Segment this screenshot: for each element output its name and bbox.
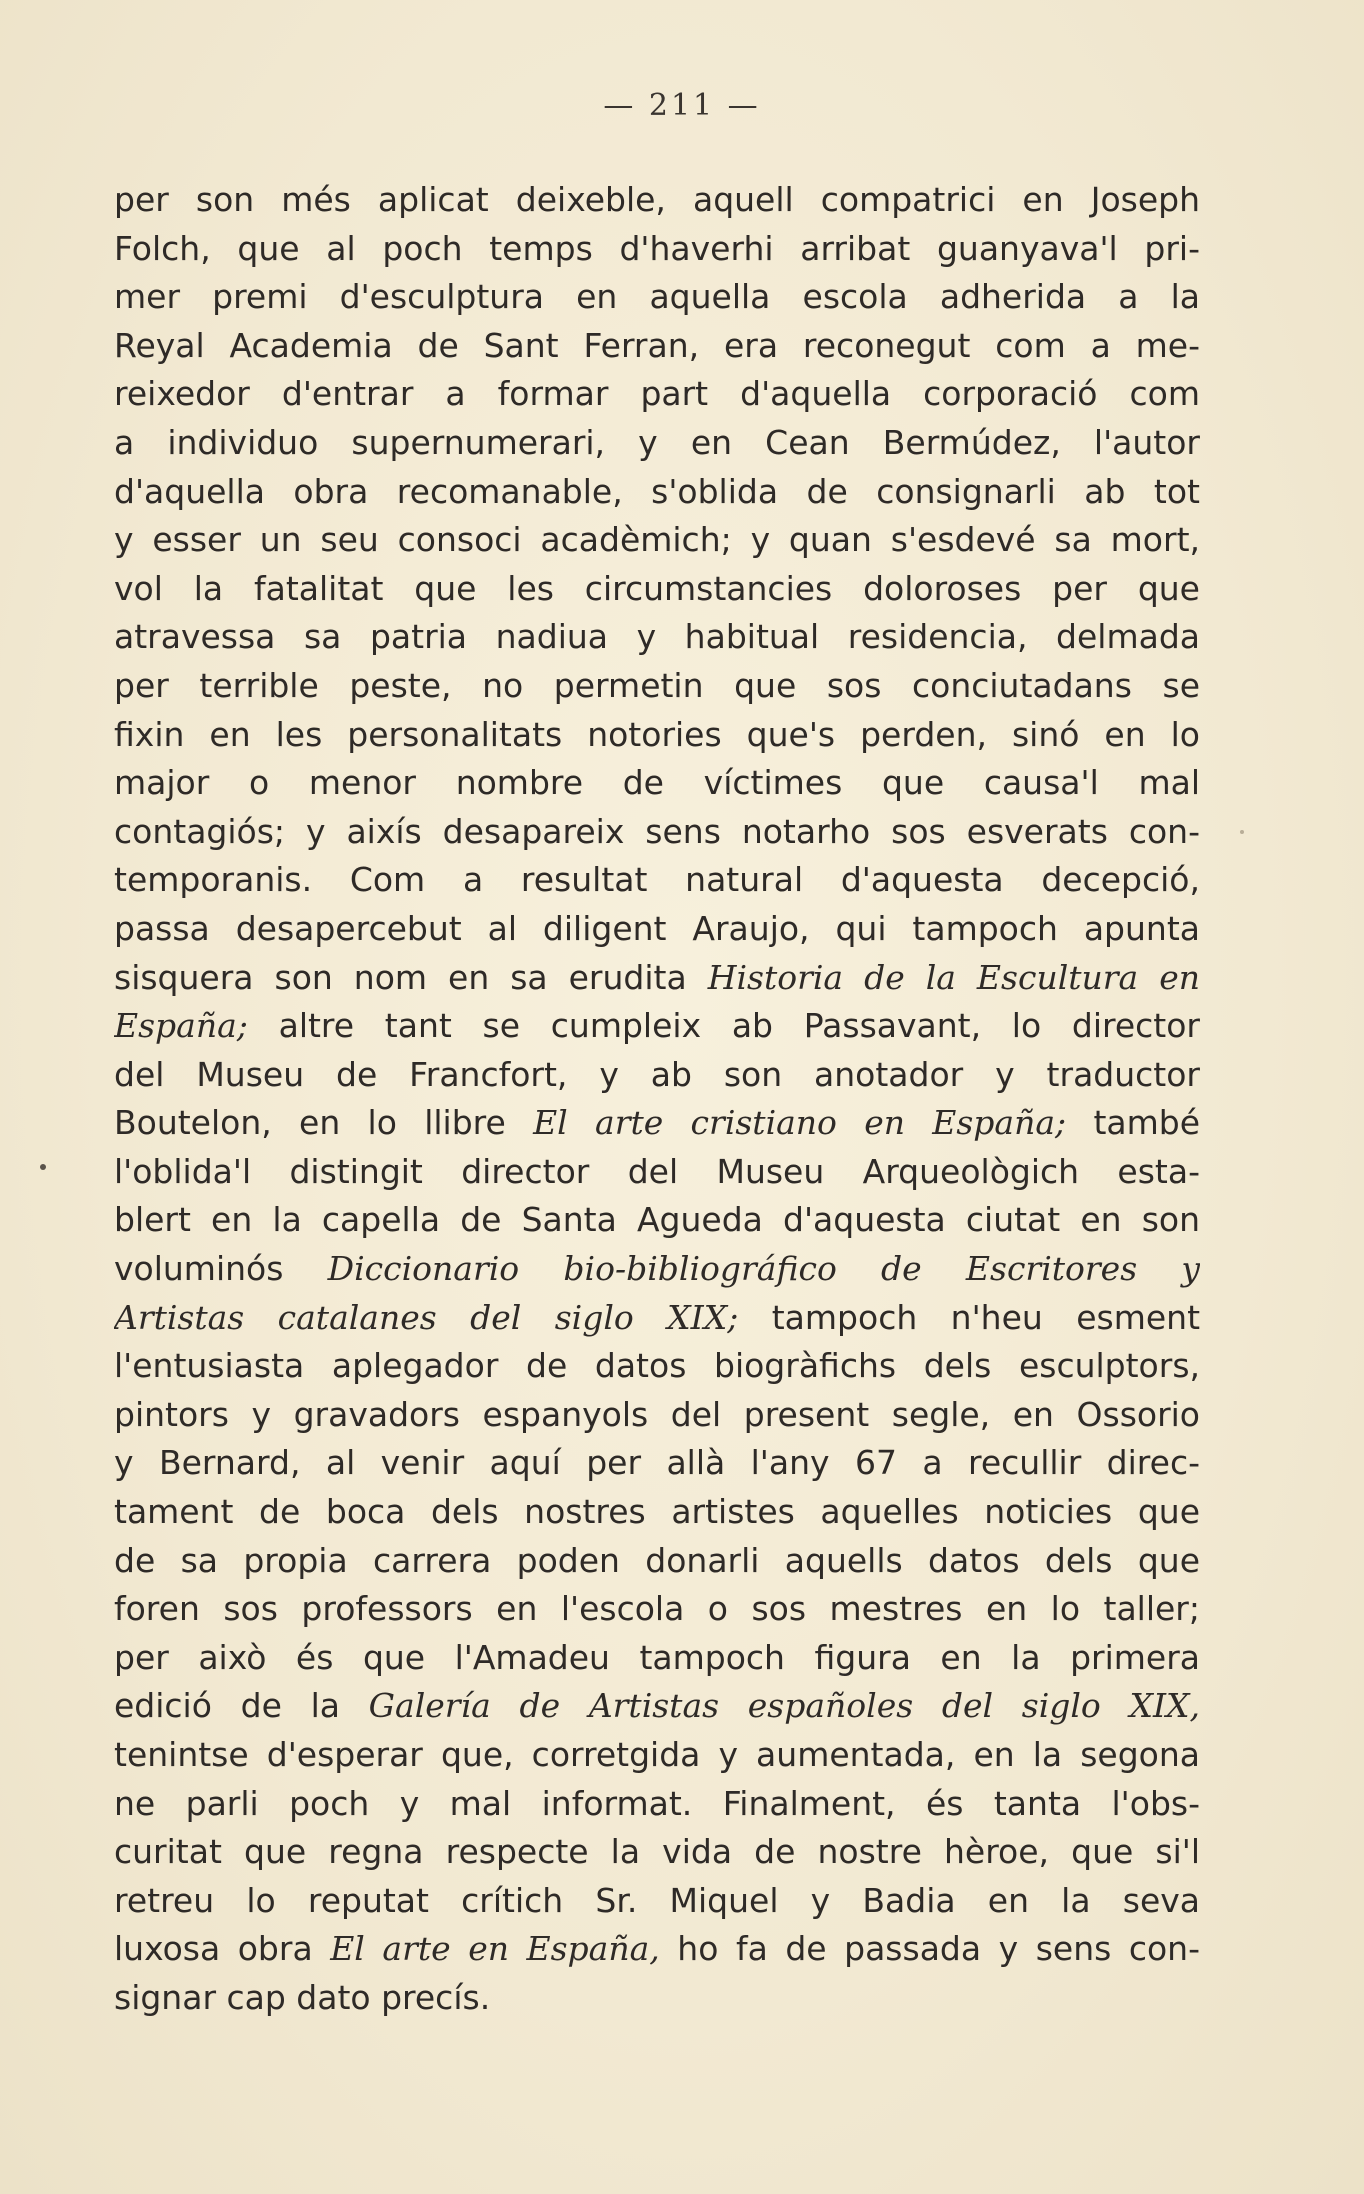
text-segment: del Museu de Francfort, y ab son anotador y traductor: [114, 1054, 1200, 1094]
text-line: [114, 176, 1200, 225]
text-segment: signar cap dato precís.: [114, 1977, 491, 2017]
text-line: [114, 1780, 1200, 1829]
text-line: [114, 1342, 1200, 1391]
text-segment: pintors y gravadors espanyols del present segle, en Ossorio: [114, 1394, 1200, 1434]
body-paragraph: [114, 176, 1200, 2023]
text-segment: blert en la capella de Santa Agueda d'aquesta ciutat en son: [114, 1200, 1200, 1240]
text-line: [114, 1877, 1200, 1926]
text-segment: voluminós: [114, 1249, 328, 1289]
text-segment: retreu lo reputat crítich Sr. Miquel y Badia en la seva: [114, 1880, 1200, 1920]
text-segment: edició de la: [114, 1686, 369, 1726]
text-line: [114, 322, 1200, 371]
text-line: [114, 954, 1200, 1003]
text-line: [114, 516, 1200, 565]
text-line: [114, 1682, 1200, 1731]
text-segment: mer premi d'esculptura en aquella escola adherida a la: [114, 277, 1200, 317]
text-line: [114, 565, 1200, 614]
text-line: [114, 370, 1200, 419]
text-segment: foren sos professors en l'escola o sos mestres en lo taller;: [114, 1589, 1200, 1629]
text-segment: ho fa de passada y sens con-: [659, 1929, 1200, 1969]
text-segment: per son més aplicat deixeble, aquell compatrici en Joseph: [114, 180, 1200, 219]
text-line: [114, 1002, 1200, 1051]
page-number: — 211 —: [603, 88, 761, 123]
text-line: [114, 1828, 1200, 1877]
text-segment: Reyal Academia de Sant Ferran, era reconegut com a me-: [114, 325, 1200, 365]
text-segment: y Bernard, al venir aquí per allà l'any 67 a recullir direc-: [114, 1443, 1200, 1483]
text-line: [114, 808, 1200, 857]
italic-title: Diccionario bio-bibliográfico de Escritores y: [327, 1249, 1200, 1289]
text-segment: tenintse d'esperar que, corretgida y aumentada, en la segona: [114, 1735, 1200, 1774]
text-line: [114, 1585, 1200, 1634]
italic-title: Artistas catalanes del siglo XIX;: [114, 1297, 739, 1337]
text-line: [114, 662, 1200, 711]
text-segment: per això és que l'Amadeu tampoch figura en la primera: [114, 1637, 1200, 1677]
text-line: [114, 1488, 1200, 1537]
text-segment: per terrible peste, no permetin que sos conciutadans se: [114, 665, 1200, 705]
text-line: [114, 1148, 1200, 1197]
text-line: [114, 1196, 1200, 1245]
italic-title: España;: [114, 1006, 248, 1046]
text-line: [114, 225, 1200, 274]
text-segment: altre tant se cumpleix ab Passavant, lo director: [247, 1006, 1200, 1046]
text-segment: tampoch n'heu esment: [738, 1297, 1200, 1337]
text-segment: Folch, que al poch temps d'haverhi arribat guanyava'l pri-: [114, 228, 1200, 268]
text-segment: y esser un seu consoci acadèmich; y quan s'esdevé sa mort,: [114, 520, 1200, 560]
text-line: [114, 613, 1200, 662]
text-line: [114, 1245, 1200, 1294]
text-segment: passa desapercebut al diligent Araujo, qui tampoch apunta: [114, 908, 1200, 948]
text-segment: curitat que regna respecte la vida de nostre hèroe, que si'l: [114, 1832, 1200, 1872]
text-line: [114, 1974, 1200, 2023]
text-line: [114, 273, 1200, 322]
text-segment: d'aquella obra recomanable, s'oblida de consignarli ab tot: [114, 471, 1200, 511]
italic-title: El arte cristiano en España;: [533, 1103, 1067, 1143]
text-segment: tament de boca dels nostres artistes aquelles noticies que: [114, 1492, 1200, 1532]
text-segment: sisquera son nom en sa erudita: [114, 957, 708, 997]
text-segment: contagiós; y aixís desapareix sens notarho sos esverats con-: [114, 811, 1200, 851]
text-segment: ne parli poch y mal informat. Finalment, és tanta l'obs-: [114, 1783, 1200, 1823]
italic-title: El arte en España,: [330, 1929, 660, 1969]
text-line: [114, 1099, 1200, 1148]
text-line: [114, 1051, 1200, 1100]
text-segment: a individuo supernumerari, y en Cean Bermúdez, l'autor: [114, 422, 1200, 462]
text-line: [114, 468, 1200, 517]
text-segment: Boutelon, en lo llibre: [114, 1103, 534, 1143]
text-line: [114, 1634, 1200, 1683]
text-line: [114, 1294, 1200, 1343]
text-line: [114, 419, 1200, 468]
text-segment: també: [1066, 1103, 1200, 1143]
text-line: [114, 1391, 1200, 1440]
text-segment: temporanis. Com a resultat natural d'aquesta decepció,: [114, 860, 1200, 900]
text-segment: fixin en les personalitats notories que's perden, sinó en lo: [114, 714, 1200, 754]
text-line: [114, 1537, 1200, 1586]
text-segment: luxosa obra: [114, 1929, 331, 1969]
text-segment: major o menor nombre de víctimes que causa'l mal: [114, 763, 1200, 803]
text-line: [114, 856, 1200, 905]
italic-title: Historia de la Escultura en: [707, 957, 1200, 997]
margin-speck: [40, 1164, 46, 1170]
italic-title: Galería de Artistas españoles del siglo XIX,: [368, 1686, 1200, 1726]
text-segment: reixedor d'entrar a formar part d'aquella corporació com: [114, 374, 1200, 414]
text-line: [114, 905, 1200, 954]
margin-speck: [1240, 830, 1244, 834]
text-segment: de sa propia carrera poden donarli aquells datos dels que: [114, 1540, 1200, 1580]
text-line: [114, 759, 1200, 808]
text-line: [114, 1925, 1200, 1974]
text-segment: atravessa sa patria nadiua y habitual residencia, delmada: [114, 617, 1200, 657]
text-line: [114, 1731, 1200, 1780]
text-line: [114, 711, 1200, 760]
text-line: [114, 1439, 1200, 1488]
text-segment: l'oblida'l distingit director del Museu Arqueològich esta-: [114, 1151, 1200, 1191]
text-segment: l'entusiasta aplegador de datos biogràfichs dels esculptors,: [114, 1346, 1200, 1386]
text-segment: vol la fatalitat que les circumstancies doloroses per que: [114, 568, 1200, 608]
